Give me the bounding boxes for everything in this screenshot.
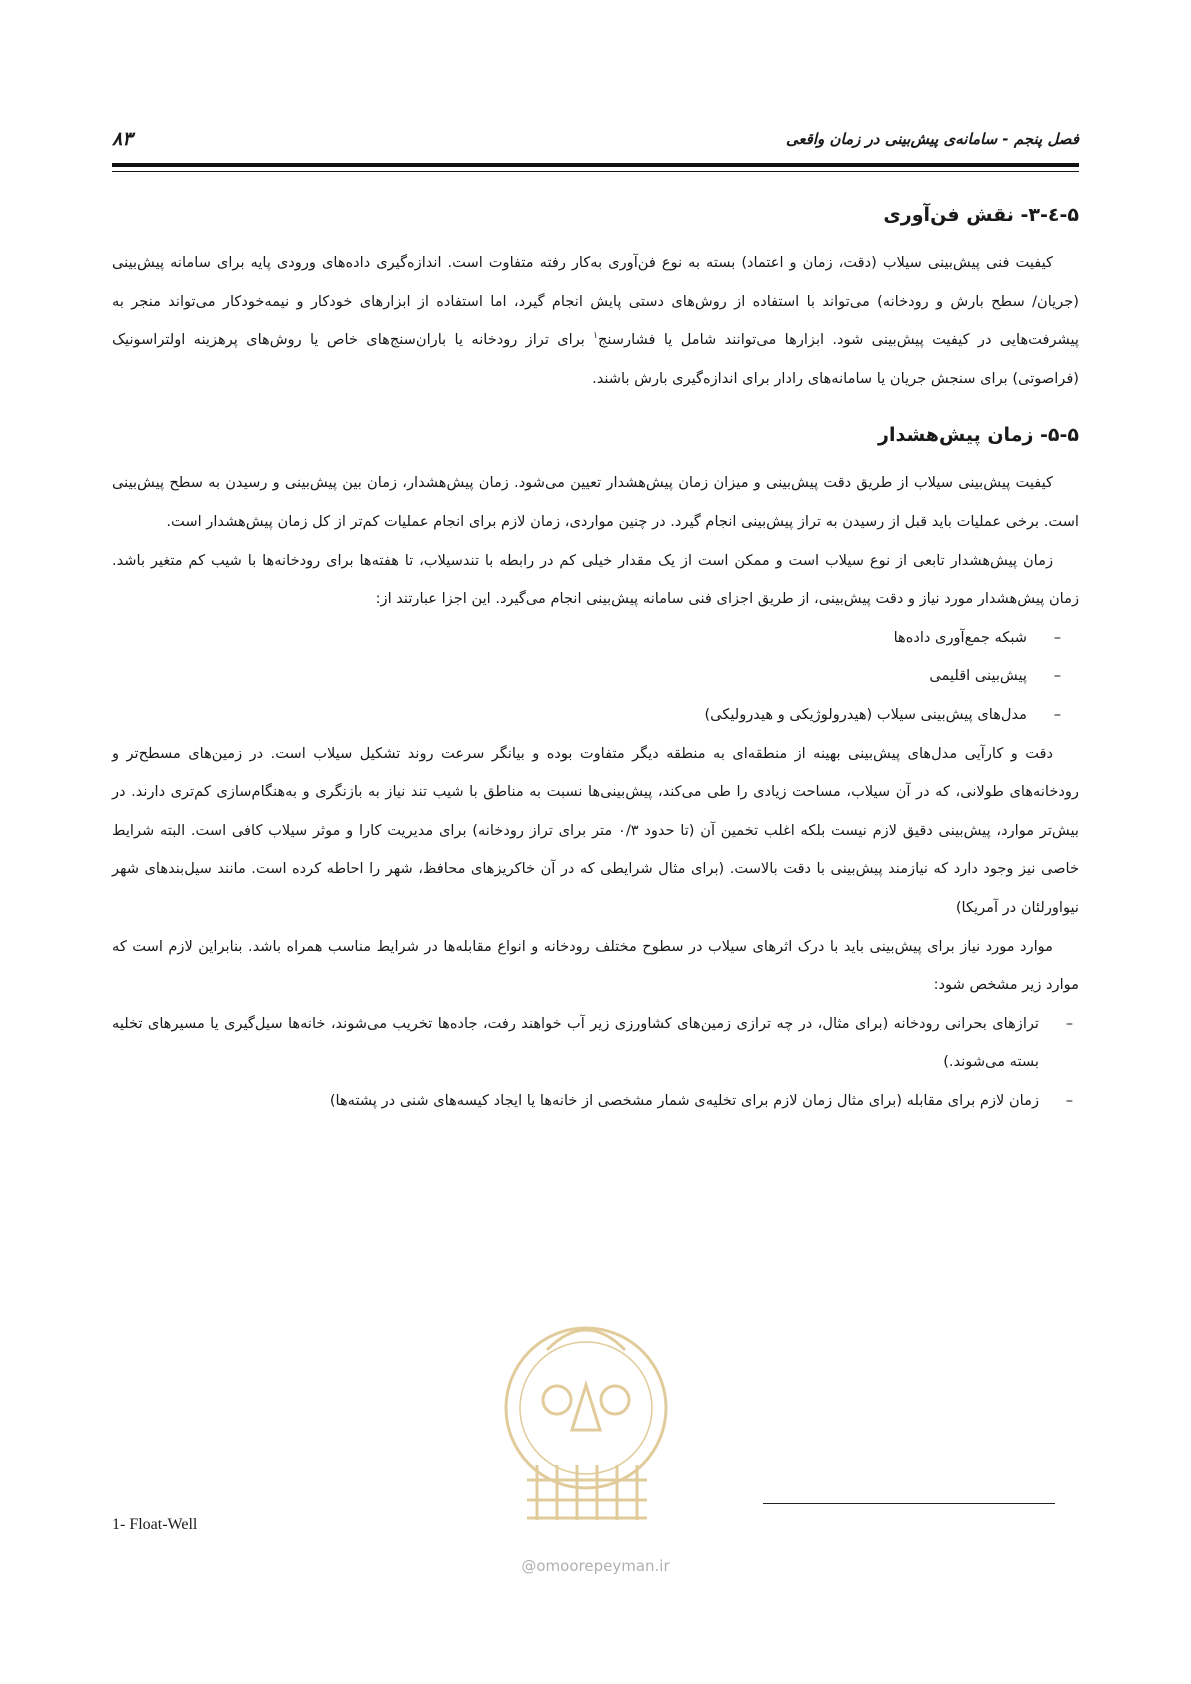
- technology-text-a: کیفیت فنی پیش‌بینی سیلاب (دقت، زمان و اعتماد) بسته به نوع فن‌آوری به‌کار رفته متفاوت است. اندازه‌گیری داده‌های ورودی پایه برای سامانه پیش‌بینی (جریان/ سطح بارش و رودخانه) می‌تواند با استفاده از روش‌های دستی پایش انجام گیرد، اما استفاده از ابزارهای خودکار و نیمه‌خودکار می‌تواند منجر به پیشرفت‌هایی در کیفیت پیش‌بینی شود. ابزارها می‌توانند شامل یا فشارسنج: [112, 254, 1079, 349]
- dash-bullet: –: [1053, 667, 1061, 685]
- list-item: [112, 1082, 1079, 1121]
- technology-text-b: برای تراز رودخانه یا باران‌سنج‌های خاص یا روش‌های پرهزینه اولتراسونیک (فراصوتی) برای سنجش جریان یا سامانه‌های رادار برای اندازه‌گیری بارش باشند.: [112, 331, 1079, 387]
- page-body: [112, 200, 1079, 1120]
- header-rule-thick: [112, 163, 1079, 167]
- list-item-text: مدل‌های پیش‌بینی سیلاب (هیدرولوژیکی و هیدرولیکی): [704, 705, 1027, 723]
- header-rule-thin: [112, 171, 1079, 172]
- requirements-list: [112, 1005, 1079, 1121]
- warning-paragraph-2: زمان پیش‌هشدار تابعی از نوع سیلاب است و ممکن است از یک مقدار خیلی کم در رابطه با تندسیلاب، تا هفته‌ها برای رودخانه‌ها با شیب کم متغیر باشد. زمان پیش‌هشدار مورد نیاز و دقت پیش‌بینی، از طریق اجزای فنی سامانه پیش‌بینی انجام می‌گیرد. این اجزا عبارتند از:: [112, 551, 1079, 608]
- watermark-seal-icon: [497, 1290, 675, 1528]
- list-item-text: پیش‌بینی اقلیمی: [929, 667, 1027, 685]
- warning-paragraph-3: دقت و کارآیی مدل‌های پیش‌بینی بهینه از منطقه‌ای به منطقه دیگر متفاوت بوده و بیانگر سرعت روند تشکیل سیلاب است. در زمین‌های مسطح‌تر و رودخانه‌های طولانی، که در آن سیلاب، مساحت زیادی را طی می‌کند، پیش‌بینی‌ها نسبت به مناطق با شیب تند نیاز به بازنگری و به‌هنگام‌سازی کم‌تری دارند. در بیش‌تر موارد، پیش‌بینی دقیق لازم نیست بلکه اغلب تخمین آن (تا حدود ۰/۳ متر برای تراز رودخانه) برای مدیریت کارا و موثر سیلاب کافی است. البته شرایط خاصی نیز وجود دارد که نیازمند پیش‌بینی با دقت بالاست. (برای مثال شرایطی که در آن خاکریزهای محافظ، شهر را احاطه کرده است. مانند سیل‌بندهای شهر نیواورلئان در آمریکا): [112, 744, 1079, 916]
- list-item-text: ترازهای بحرانی رودخانه (برای مثال، در چه ترازی زمین‌های کشاورزی زیر آب خواهند رفت، جاده‌ها تخریب می‌شوند، خانه‌ها سیل‌گیری یا مسیرهای تخلیه بسته می‌شوند.): [112, 1014, 1039, 1071]
- running-header: [112, 128, 1079, 162]
- components-list: [112, 619, 1079, 735]
- warning-paragraph-4: موارد مورد نیاز برای پیش‌بینی باید با درک اثرهای سیلاب در سطوح مختلف رودخانه و انواع مقابله‌ها در شرایط مناسب همراه باشد. بنابراین لازم است که موارد زیر مشخص شود:: [112, 937, 1079, 994]
- watermark-url: @omoorepeyman.ir: [521, 1557, 670, 1575]
- chapter-title: فصل پنجم - سامانه‌ی پیش‌بینی در زمان واقعی: [785, 130, 1079, 148]
- section-heading-technology: ۵-٤-۳- نقش فن‌آوری: [883, 204, 1079, 226]
- warning-paragraph-1: کیفیت پیش‌بینی سیلاب از طریق دقت پیش‌بینی و میزان زمان پیش‌هشدار تعیین می‌شود. زمان پیش‌هشدار، زمان بین پیش‌بینی و رسیدن به سطح پیش‌بینی است. برخی عملیات باید قبل از رسیدن به تراز پیش‌بینی انجام گیرد. در چنین مواردی، زمان لازم برای انجام عملیات کم‌تر از کل زمان پیش‌هشدار است.: [112, 474, 1079, 530]
- list-item: [112, 696, 1079, 735]
- dash-bullet: –: [1053, 705, 1061, 723]
- dash-bullet: –: [1065, 1091, 1073, 1109]
- list-item: [112, 619, 1079, 658]
- footnote: 1- Float-Well: [112, 1516, 198, 1533]
- technology-paragraph: [112, 244, 1079, 398]
- footnote-reference[interactable]: ۱: [593, 331, 598, 342]
- list-item: [112, 657, 1079, 696]
- section-heading-warning-time: ۵-۵- زمان پیش‌هشدار: [878, 424, 1079, 447]
- list-item-text: شبکه جمع‌آوری داده‌ها: [893, 628, 1027, 646]
- list-item-text: زمان لازم برای مقابله (برای مثال زمان لازم برای تخلیه‌ی شمار مشخصی از خانه‌ها یا ایجاد کیسه‌های شنی در پشته‌ها): [329, 1091, 1039, 1109]
- list-item: [112, 1005, 1079, 1082]
- page-number: ۸۳: [112, 128, 133, 150]
- dash-bullet: –: [1065, 1014, 1073, 1032]
- footnote-rule: [763, 1503, 1055, 1504]
- dash-bullet: –: [1053, 628, 1061, 646]
